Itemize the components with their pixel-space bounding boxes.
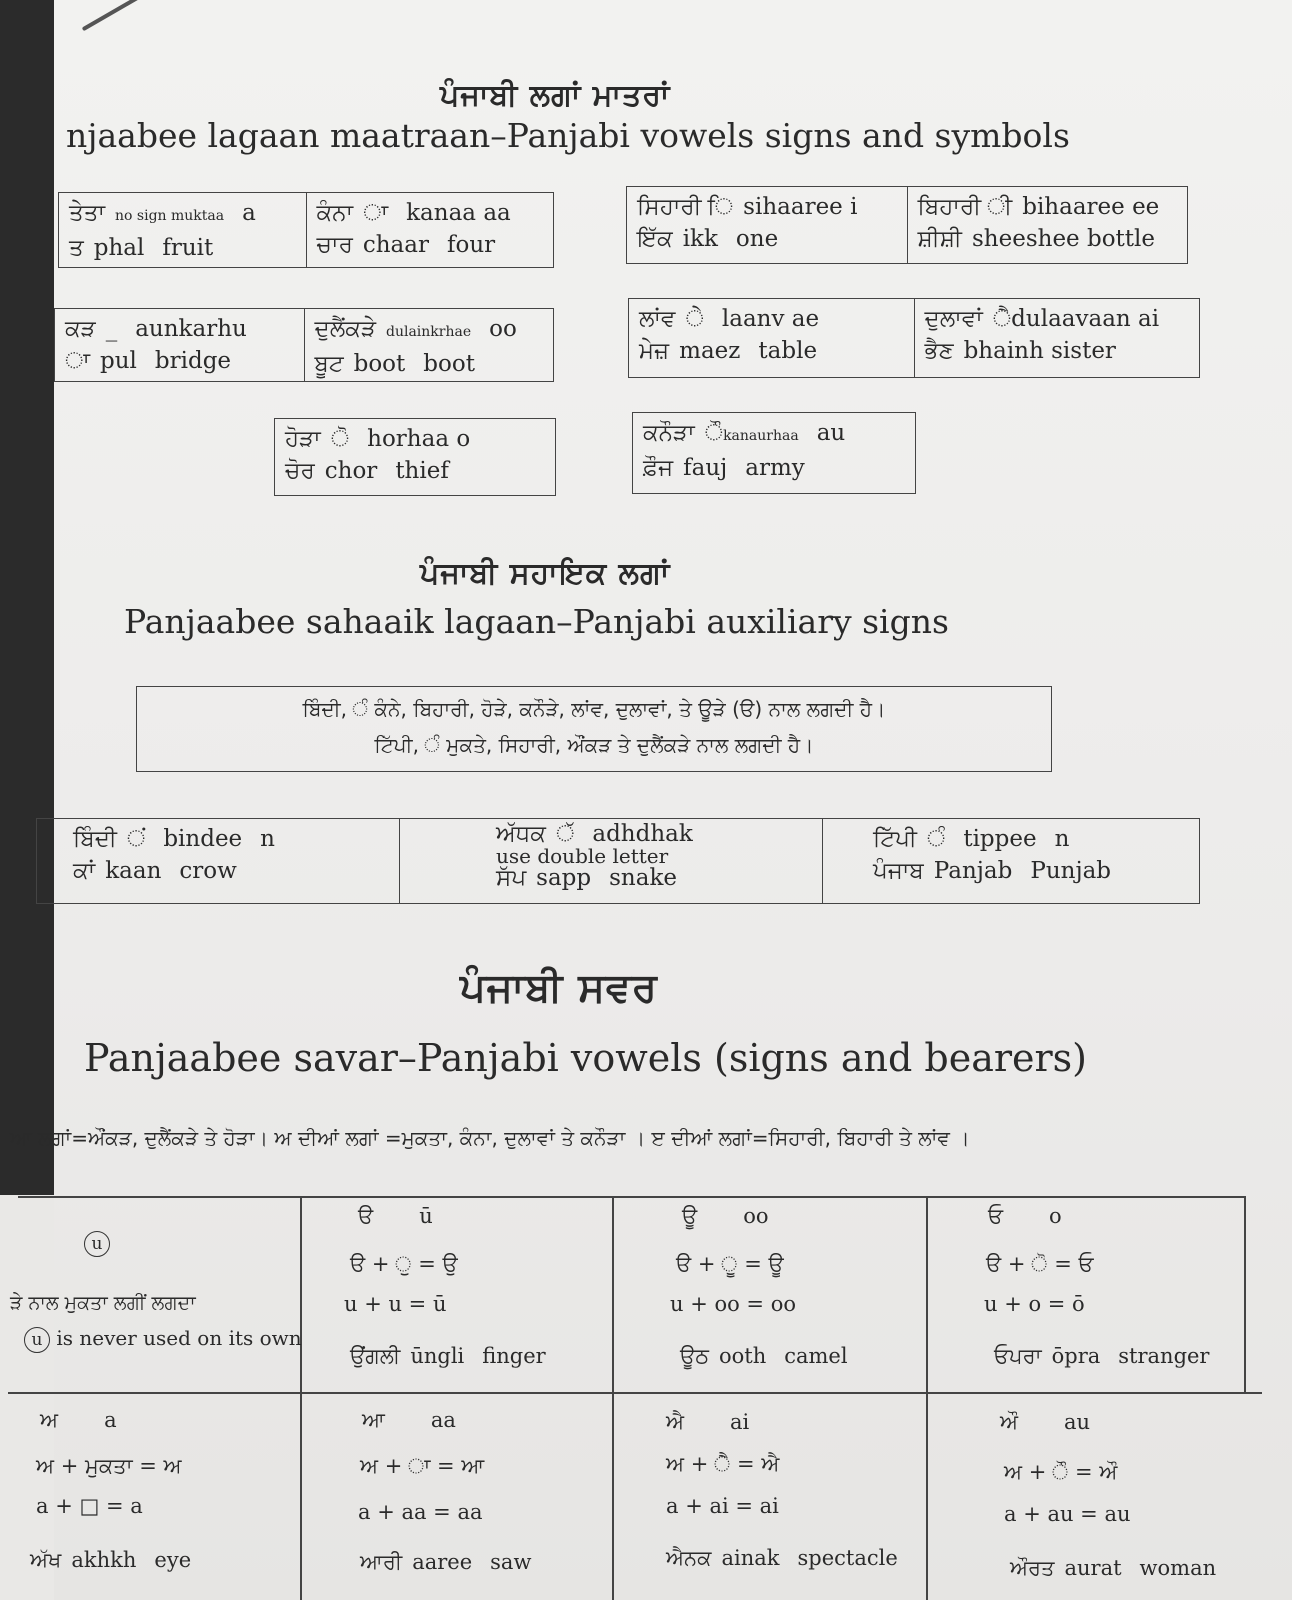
gurmukhi-text: ਬਿੰਦੀ [73,826,117,852]
gurmukhi-letter: ਓ [988,1204,1004,1228]
gurmukhi-word: ਊਠ [680,1344,709,1368]
cell-kanna [306,193,554,267]
gurmukhi-example: ਸੱਪ [496,865,527,891]
u-circle [84,1230,110,1257]
row2-col4-formula1: ਅ + ੌ = ਔ [1004,1460,1118,1484]
gurmukhi-example: ਚੋਰ [285,458,315,484]
gurmukhi-text: ਦੁਲਾਵਾਂ [924,306,983,332]
vowel-box-laanv-dulaavaan [628,298,1200,378]
cell-laanv [629,299,914,377]
row2-col3-formula1: ਅ + ੈ = ਐ [666,1452,780,1476]
cell-aunkar [55,309,304,381]
row1-note-gurmukhi: ੜੇ ਨਾਲ ਮੁਕਤਾ ਲਗੀਂ ਲਗਦਾ [10,1292,196,1314]
row2-col3-formula2: a + ai = ai [666,1494,779,1518]
meaning: eye [154,1548,192,1572]
roman-letter: aa [430,1408,456,1432]
gurmukhi-text: ਟਿੱਪੀ [873,826,917,852]
meaning: Punjab [1030,858,1112,884]
sound: n [260,826,275,852]
meaning: crow [179,858,237,884]
auxiliary-rules-box [136,686,1052,772]
example-word: maez [679,338,741,364]
gurmukhi-text: ਅੱਧਕ [496,821,546,847]
sign-name: tippee [963,826,1037,852]
meaning: bridge [154,348,232,374]
row2-col2-formula2: a + aa = aa [358,1500,483,1524]
cell-kanaurhaa [633,413,915,493]
row2-col2-word [360,1550,531,1575]
gurmukhi-text: ਬਿਹਾਰੀ ੀ [917,194,1013,220]
example-word: chor [324,458,378,484]
gurmukhi-example: ਇੱਕ [637,226,673,252]
row1-note-english [24,1326,302,1353]
cell-sihari [627,187,907,263]
section3-title-english: Panjaabee savar–Panjabi vowels (signs and bearers) [84,1036,1087,1080]
meaning: fruit [162,235,214,261]
sign-mark: ੈ [992,306,1012,332]
section1-title-english: njaabee lagaan maatraan–Panjabi vowels signs and symbols [66,116,1070,155]
roman-letter: a [104,1408,117,1432]
cell-horhaa [275,419,555,495]
sign-mark: ੇ [685,306,704,332]
sign-name: kanaa aa [406,200,511,226]
note-text: is never used on its own [56,1326,302,1350]
sound: n [1054,826,1070,852]
gurmukhi-example: ਚਾਰ [316,232,353,258]
row2-col3-head [666,1410,749,1435]
vowel-box-horhaa [274,418,556,496]
row2-col1-word [30,1548,191,1573]
gurmukhi-word: ਐਨਕ [666,1546,712,1570]
auxiliary-rule-1: ਬਿੰਦੀ, ੰ ਕੰਨੇ, ਬਿਹਾਰੀ, ਹੋੜੇ, ਕਨੌੜੇ, ਲਾਂਵ, ਦੁਲਾਵਾਂ, ਤੇ ਊੜੇ (ੳ) ਨਾਲ ਲਗਦੀ ਹੈ। [302,697,886,721]
meaning: four [446,232,496,258]
example-word: fauj [683,455,728,481]
sign-name: aunkarhu [135,316,247,342]
gurmukhi-text: ਤੇਤਾ [69,200,106,226]
vowel-box-mukta-kanna [58,192,554,268]
gurmukhi-word: ਆਰੀ [360,1550,403,1574]
cell-mukta [59,193,306,267]
note: use double letter [496,844,669,868]
roman-letter: au [1064,1410,1091,1434]
example-word: sapp [536,865,592,891]
row2-col2-head [362,1408,456,1433]
gurmukhi-text: ਕੜ [65,316,96,342]
example-word: pul [99,348,137,374]
row1-col4-formula1: ੳ + ੋ = ਓ [986,1252,1094,1276]
gurmukhi-example: ਾ [65,348,90,374]
roman-word: aaree [412,1550,473,1574]
row2-col4-head [1000,1410,1090,1435]
meaning: sheeshee bottle [971,226,1155,252]
sound: oo [489,316,517,342]
row1-col2-formula2: u + u = ū [344,1292,447,1316]
meaning: finger [482,1344,546,1368]
meaning: camel [784,1344,848,1368]
example-word: Panjab [933,858,1013,884]
row1-col3-formula2: u + oo = oo [670,1292,796,1316]
gurmukhi-word: ਓਪਰਾ [994,1344,1042,1368]
row1-col3-word [680,1344,848,1369]
gurmukhi-word: ਉਂਗਲੀ [350,1344,401,1368]
section2-title-english: Panjaabee sahaaik lagaan–Panjabi auxiliary signs [124,602,949,641]
roman-letter: oo [743,1204,769,1228]
gurmukhi-text: ਕਨੌੜਾ [643,420,695,446]
vowel-bearers-table [0,1196,1262,1600]
sign-mark: ੌ [704,420,724,446]
row1-col3-formula1: ੳ + ੂ = ਊ [676,1252,784,1276]
row2-col4-word [1010,1556,1216,1581]
row1-col3-head [682,1204,768,1229]
gurmukhi-example: ਕਾਂ [73,858,96,884]
circle-letter: u [84,1231,110,1257]
gurmukhi-text: ਦੁਲੈਂਕੜੇ [314,316,376,342]
sound: a [242,200,256,226]
row2-col1-head [40,1408,117,1433]
row2-col2-formula1: ਅ + ਾ = ਆ [360,1454,485,1478]
sign-mark: ਾ [363,200,389,226]
example-word: ikk [682,226,718,252]
sound: au [816,420,846,446]
cell-tippee [822,819,1199,903]
gurmukhi-example: ਫ਼ੌਜ [643,455,674,481]
cell-bindee [37,819,399,903]
sign-name: kanaurhaa [723,428,799,444]
meaning: one [735,226,779,252]
cell-dulaavaan [914,299,1200,377]
cell-adhdhak [399,819,822,903]
roman-letter: ai [730,1410,750,1434]
sign-mark: ਂ [126,826,146,852]
sign-name: bindee [163,826,243,852]
row1-col4-word [994,1344,1209,1369]
meaning: army [745,455,805,481]
row2-col1-formula1: ਅ + ਮੁਕਤਾ = ਅ [36,1454,182,1478]
sign-name: sihaaree i [743,194,858,220]
roman-letter: ū [419,1204,433,1228]
row1-col2-formula1: ੳ + ੁ = ਉ [350,1252,458,1276]
sign-name: horhaa o [367,426,471,452]
example-word: boot [353,351,406,377]
meaning: thief [395,458,449,484]
sign-name: dulaavaan ai [1011,306,1160,332]
row2-col1-formula2: a + □ = a [36,1494,143,1518]
row1-col2-head [358,1204,433,1229]
gurmukhi-letter: ਊ [682,1204,698,1228]
example-word: kaan [105,858,162,884]
sign-mark: ੱ [555,821,575,847]
section2-title-gurmukhi: ਪੰਜਾਬੀ ਸਹਾਇਕ ਲਗਾਂ [420,556,671,591]
vowel-box-aunkar-dulainkar [54,308,554,382]
meaning: saw [490,1550,532,1574]
meaning: woman [1139,1556,1217,1580]
sign-name: no sign muktaa [115,208,225,224]
gurmukhi-example: ਸ਼ੀਸ਼ੀ [917,226,962,252]
row2-col4-formula2: a + au = au [1004,1502,1131,1526]
sign-name: bihaaree ee [1022,194,1160,220]
gurmukhi-text: ਹੋੜਾ [285,426,321,452]
row2-col3-word [666,1546,898,1571]
row1-col4-head [988,1204,1062,1229]
section1-title-gurmukhi: ਪੰਜਾਬੀ ਲਗਾਂ ਮਾਤਰਾਂ [440,78,671,113]
gurmukhi-letter: ਔ [1000,1410,1019,1434]
gurmukhi-example: ਤ [69,235,84,261]
example-word: chaar [362,232,429,258]
roman-word: aurat [1064,1556,1122,1580]
gurmukhi-example: ਭੈਣ [924,338,954,364]
section3-title-gurmukhi: ਪੰਜਾਬੀ ਸਵਰ [460,964,658,1011]
meaning: table [758,338,818,364]
roman-word: ooth [718,1344,767,1368]
gurmukhi-text: ਲਾਂਵ [639,306,676,332]
meaning: spectacle [797,1546,898,1570]
vowel-box-sihari-bihari [626,186,1188,264]
sign-mark: _ [105,316,118,342]
roman-word: ūngli [410,1344,465,1368]
row1-col4-formula2: u + o = ō [984,1292,1085,1316]
meaning: stranger [1118,1344,1210,1368]
gurmukhi-word: ਅੱਖ [30,1548,62,1572]
meaning: boot [423,351,475,377]
circle-letter: u [24,1327,50,1353]
cell-bihari [907,187,1188,263]
cell-dulainkar [304,309,554,381]
sign-name: adhdhak [592,821,693,847]
section3-rule-line: ਆ ਲਗਾਂ=ਔਂਕੜ, ਦੁਲੈਂਕੜੇ ਤੇ ਹੋੜਾ। ਅ ਦੀਆਂ ਲਗਾਂ =ਮੁਕਤਾ, ਕੰਨਾ, ਦੁਲਾਵਾਂ ਤੇ ਕਨੌੜਾ । ੲ ਦੀਆਂ ਲਗਾਂ=ਸਿਹਾਰੀ, ਬਿਹਾਰੀ ਤੇ ਲਾਂਵ । [10,1126,970,1150]
gurmukhi-letter: ਅ [40,1408,59,1432]
roman-word: ōpra [1051,1344,1101,1368]
gurmukhi-text: ਕੰਨਾ [316,200,354,226]
sign-name: dulainkrhae [385,324,472,340]
sign-name: laanv ae [721,306,820,332]
gurmukhi-letter: ਆ [362,1408,385,1432]
meaning: bhainh sister [963,338,1116,364]
gurmukhi-word: ਔਰਤ [1010,1556,1055,1580]
gurmukhi-letter: ੳ [358,1204,374,1228]
gurmukhi-example: ਪੰਜਾਬ [873,858,924,884]
meaning: snake [609,865,678,891]
vowel-box-kanaurhaa [632,412,916,494]
auxiliary-signs-box [36,818,1200,904]
gurmukhi-example: ਮੇਜ਼ [639,338,670,364]
gurmukhi-text: ਸਿਹਾਰੀ ਿ [637,194,734,220]
roman-word: akhkh [71,1548,137,1572]
gurmukhi-letter: ਐ [666,1410,684,1434]
row1-col2-word [350,1344,546,1369]
sign-mark: ੰ [926,826,946,852]
auxiliary-rule-2: ਟਿੱਪੀ, ੰ ਮੁਕਤੇ, ਸਿਹਾਰੀ, ਔਂਕੜ ਤੇ ਦੁਲੈਂਕੜੇ ਨਾਲ ਲਗਦੀ ਹੈ। [374,733,814,757]
roman-letter: o [1049,1204,1062,1228]
example-word: phal [93,235,145,261]
roman-word: ainak [721,1546,780,1570]
gurmukhi-example: ਬੂਟ [314,351,344,377]
sign-mark: ੋ [330,426,350,452]
